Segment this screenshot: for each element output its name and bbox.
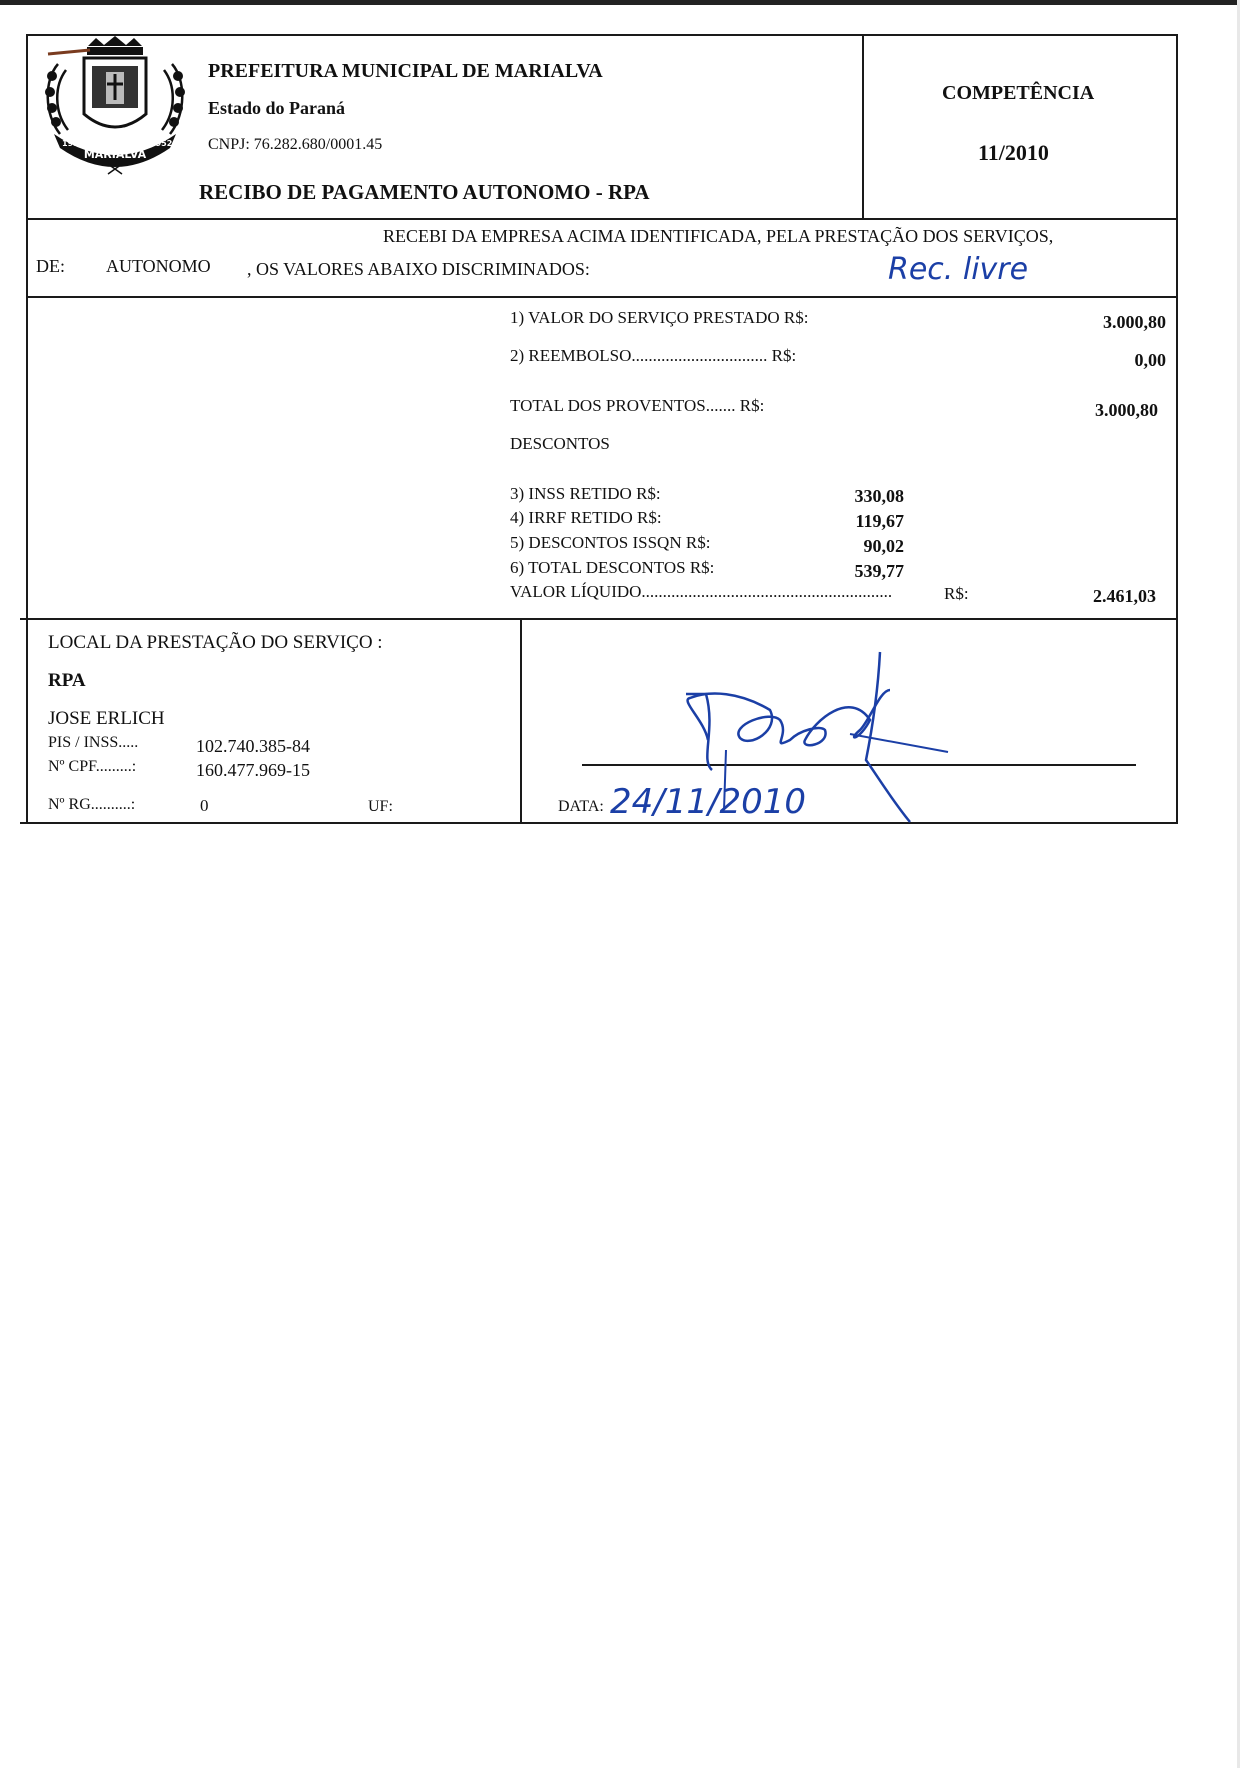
descontos-heading: DESCONTOS [510, 434, 610, 453]
data-value: 24/11/2010 [610, 782, 806, 822]
crest-banner-text: MARIALVA [83, 148, 147, 161]
issqn-value: 90,02 [863, 536, 904, 556]
total-proventos-value: 3.000,80 [1095, 400, 1158, 420]
reembolso-value: 0,00 [1134, 350, 1166, 370]
cpf-label: Nº CPF.........: [48, 758, 137, 775]
uf-label: UF: [368, 798, 393, 815]
total-proventos-label: TOTAL DOS PROVENTOS....... R$: [510, 396, 765, 415]
valor-liquido-currency: R$: [944, 584, 969, 603]
inss-label: 3) INSS RETIDO R$: [510, 484, 661, 503]
handwritten-note: Rec. livre [888, 252, 1029, 287]
rg-value: 0 [200, 796, 209, 815]
total-descontos-value: 539,77 [854, 561, 904, 581]
reembolso-label: 2) REEMBOLSO................................ R$: [510, 346, 797, 365]
person-name: JOSE ERLICH [48, 708, 165, 729]
cnpj: CNPJ: 76.282.680/0001.45 [208, 136, 383, 153]
marialva-crest-logo [40, 36, 190, 176]
issqn-label: 5) DESCONTOS ISSQN R$: [510, 533, 711, 552]
pis-value: 102.740.385-84 [196, 736, 310, 756]
local-prestacao-label: LOCAL DA PRESTAÇÃO DO SERVIÇO : [48, 632, 383, 653]
crest-year-right: 1952 [150, 139, 173, 148]
de-value: AUTONOMO [106, 256, 211, 276]
inss-value: 330,08 [854, 486, 904, 506]
state-name: Estado do Paraná [208, 98, 346, 118]
frame-bottom [20, 822, 1178, 824]
competencia-label: COMPETÊNCIA [942, 82, 1095, 104]
rpa-receipt-form [20, 34, 1178, 824]
receipt-statement: RECEBI DA EMPRESA ACIMA IDENTIFICADA, PELA PRESTAÇÃO DOS SERVIÇOS, [383, 226, 1054, 246]
data-label: DATA: [558, 798, 604, 815]
document-title: RECIBO DE PAGAMENTO AUTONOMO - RPA [199, 180, 650, 204]
header-bottom-divider [26, 218, 1178, 220]
competencia-value: 11/2010 [978, 140, 1049, 165]
valor-liquido-label: VALOR LÍQUIDO........................................................... [510, 582, 893, 601]
receipt-bottom-divider [26, 296, 1178, 298]
local-prestacao-value: RPA [48, 670, 86, 691]
irrf-value: 119,67 [855, 511, 904, 531]
frame-right [1176, 34, 1178, 824]
pis-label: PIS / INSS..... [48, 734, 139, 751]
servico-value: 3.000,80 [1103, 312, 1166, 332]
valor-liquido-value: 2.461,03 [1093, 586, 1156, 606]
servico-label: 1) VALOR DO SERVIÇO PRESTADO R$: [510, 308, 809, 327]
receipt-statement-continued: , OS VALORES ABAIXO DISCRIMINADOS: [247, 259, 590, 279]
cpf-value: 160.477.969-15 [196, 760, 310, 780]
frame-top [26, 34, 1178, 36]
de-label: DE: [36, 256, 65, 276]
rg-label: Nº RG..........: [48, 796, 136, 813]
service-vertical-divider [520, 618, 522, 824]
total-descontos-label: 6) TOTAL DESCONTOS R$: [510, 558, 715, 577]
crest-year-left: 1951 [62, 139, 85, 148]
header-vertical-divider [862, 34, 864, 220]
values-bottom-divider [20, 618, 1178, 620]
scan-top-edge [0, 0, 1240, 5]
irrf-label: 4) IRRF RETIDO R$: [510, 508, 662, 527]
frame-left [26, 34, 28, 824]
org-name: PREFEITURA MUNICIPAL DE MARIALVA [208, 60, 603, 82]
